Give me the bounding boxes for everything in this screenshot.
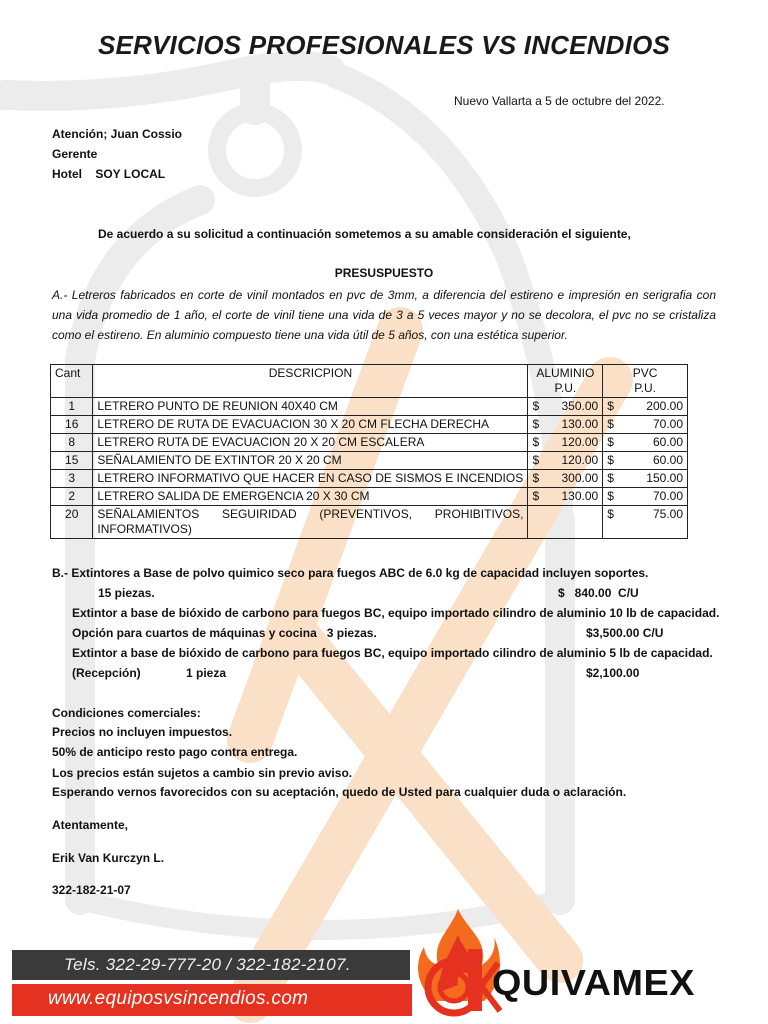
header-aluminio	[528, 365, 603, 398]
header-pvc	[603, 365, 688, 398]
currency-sign: $	[607, 471, 614, 485]
recipient-position: Gerente	[52, 147, 98, 161]
currency-sign: $	[607, 507, 614, 521]
header-descripcion: DESCRICPION	[93, 365, 528, 398]
currency-sign: $	[607, 417, 614, 431]
hotel-label: Hotel	[52, 167, 82, 181]
section-b-reception: (Recepción)	[72, 666, 141, 680]
row-aluminio	[528, 434, 603, 452]
table-row	[51, 416, 688, 434]
currency-sign: $	[607, 453, 614, 467]
condition-item: Los precios están sujetos a cambio sin previo aviso.	[52, 766, 353, 780]
row-pvc	[603, 434, 688, 452]
row-pvc	[603, 452, 688, 470]
pvc-price: 200.00	[646, 399, 683, 413]
row-desc: SEÑALAMIENTO DE EXTINTOR 20 X 20 CM	[93, 452, 528, 470]
header-aluminio-line1: ALUMINIO	[536, 366, 595, 380]
section-b-price-2: $3,500.00 C/U	[586, 626, 664, 640]
currency-sign: $	[532, 471, 540, 485]
phone-numbers: Tels. 322-29-777-20 / 322-182-2107.	[64, 955, 351, 974]
recipient-hotel	[52, 167, 165, 182]
attention-line: Atención; Juan Cossio	[52, 127, 183, 141]
condition-item: 50% de anticipo resto pago contra entrega.	[52, 745, 298, 759]
currency-sign: $	[607, 399, 614, 413]
aluminio-price: 120.00	[561, 453, 599, 467]
price-table	[50, 364, 688, 539]
section-b-option: Opción para cuartos de máquinas y cocina 3 piezas.	[72, 626, 377, 640]
date-line: Nuevo Vallarta a 5 de octubre del 2022.	[454, 94, 665, 108]
row-pvc	[603, 488, 688, 506]
section-b-price-1: $ 840.00 C/U	[558, 586, 639, 600]
row-pvc	[603, 398, 688, 416]
condition-item: Precios no incluyen impuestos.	[52, 725, 233, 739]
row-cant: 2	[51, 488, 93, 506]
row-cant: 20	[51, 506, 93, 539]
aluminio-price: 130.00	[561, 489, 599, 503]
table-row	[51, 398, 688, 416]
row-desc: LETRERO DE RUTA DE EVACUACION 30 X 20 CM FLECHA DERECHA	[93, 416, 528, 434]
pvc-price: 70.00	[652, 417, 683, 431]
row-aluminio	[528, 506, 603, 539]
signer-name: Erik Van Kurczyn L.	[52, 851, 165, 865]
section-b-co2-10lb: Extintor a base de bióxido de carbono para fuegos BC, equipo importado cilindro de aluminio 10 lb de capacidad.	[72, 606, 720, 620]
currency-sign: $	[532, 453, 540, 467]
section-b-intro: B.- Extintores a Base de polvo quimico seco para fuegos ABC de 6.0 kg de capacidad incluyen soportes.	[52, 566, 649, 580]
closing: Atentamente,	[52, 818, 129, 832]
table-header-row	[51, 365, 688, 398]
row-cant: 15	[51, 452, 93, 470]
conditions-heading: Condiciones comerciales:	[52, 706, 201, 720]
table-row	[51, 506, 688, 539]
row-pvc	[603, 506, 688, 539]
pvc-price: 70.00	[652, 489, 683, 503]
pvc-price: 75.00	[652, 507, 683, 521]
row-desc: LETRERO SALIDA DE EMERGENCIA 20 X 30 CM	[93, 488, 528, 506]
table-row	[51, 488, 688, 506]
brand-name: QUIVAMEX	[492, 962, 696, 1003]
currency-sign: $	[532, 489, 540, 503]
intro-text: De acuerdo a su solicitud a continuación sometemos a su amable consideración el siguiente,	[98, 227, 631, 241]
website-link[interactable]: www.equiposvsincendios.com	[48, 988, 309, 1009]
row-pvc	[603, 416, 688, 434]
aluminio-price: 120.00	[561, 435, 599, 449]
currency-sign: $	[532, 399, 540, 413]
page-title: SERVICIOS PROFESIONALES VS INCENDIOS	[97, 30, 671, 60]
currency-sign: $	[607, 489, 614, 503]
table-row	[51, 470, 688, 488]
signer-phone: 322-182-21-07	[52, 883, 131, 897]
section-b-price-3: $2,100.00	[586, 666, 640, 680]
currency-sign: $	[532, 435, 540, 449]
row-aluminio	[528, 470, 603, 488]
section-b-qty-3: 1 pieza	[186, 666, 227, 680]
table-row	[51, 434, 688, 452]
aluminio-price: 130.00	[561, 417, 599, 431]
row-cant: 16	[51, 416, 93, 434]
section-b-co2-5lb: Extintor a base de bióxido de carbono para fuegos BC, equipo importado cilindro de aluminio 5 lb de capacidad.	[72, 646, 713, 660]
currency-sign: $	[532, 417, 540, 431]
row-desc: LETRERO PUNTO DE REUNION 40X40 CM	[93, 398, 528, 416]
section-b-qty-1: 15 piezas.	[98, 586, 155, 600]
row-desc: LETRERO INFORMATIVO QUE HACER EN CASO DE SISMOS E INCENDIOS	[93, 470, 528, 488]
row-cant: 1	[51, 398, 93, 416]
header-cant: Cant	[51, 365, 93, 398]
hotel-name: SOY LOCAL	[95, 167, 166, 181]
row-cant: 8	[51, 434, 93, 452]
row-cant: 3	[51, 470, 93, 488]
row-aluminio	[528, 416, 603, 434]
pvc-price: 150.00	[646, 471, 683, 485]
row-aluminio	[528, 398, 603, 416]
section-a-text: A.- Letreros fabricados en corte de vinil montados en pvc de 3mm, a diferencia del estireno e impresión en serigrafia con una vida promedio de 1 año, el corte de vinil tiene una vida de 3 a 5 veces mayor y no se decolora, el pvc no se cristaliza como el estireno. En aluminio compuesto tiene una vida útil de 5 años, con una estética superior.	[52, 288, 716, 342]
condition-item: Esperando vernos favorecidos con su aceptación, quedo de Usted para cualquier duda o aclaración.	[52, 785, 627, 799]
row-desc: SEÑALAMIENTOS SEGUIRIDAD (PREVENTIVOS, PROHIBITIVOS, INFORMATIVOS)	[93, 506, 528, 539]
row-aluminio	[528, 452, 603, 470]
header-pvc-line1: PVC	[632, 366, 658, 380]
row-pvc	[603, 470, 688, 488]
currency-sign: $	[607, 435, 614, 449]
aluminio-price: 300.00	[561, 471, 599, 485]
table-row	[51, 452, 688, 470]
row-aluminio	[528, 488, 603, 506]
flame-logo-icon	[412, 905, 502, 1021]
section-heading: PRESUSPUESTO	[334, 266, 434, 280]
pvc-price: 60.00	[652, 453, 683, 467]
header-aluminio-line2: P.U.	[554, 381, 577, 395]
aluminio-price: 350.00	[561, 399, 599, 413]
row-desc: LETRERO RUTA DE EVACUACION 20 X 20 CM ESCALERA	[93, 434, 528, 452]
pvc-price: 60.00	[652, 435, 683, 449]
header-pvc-line2: P.U.	[634, 381, 656, 395]
